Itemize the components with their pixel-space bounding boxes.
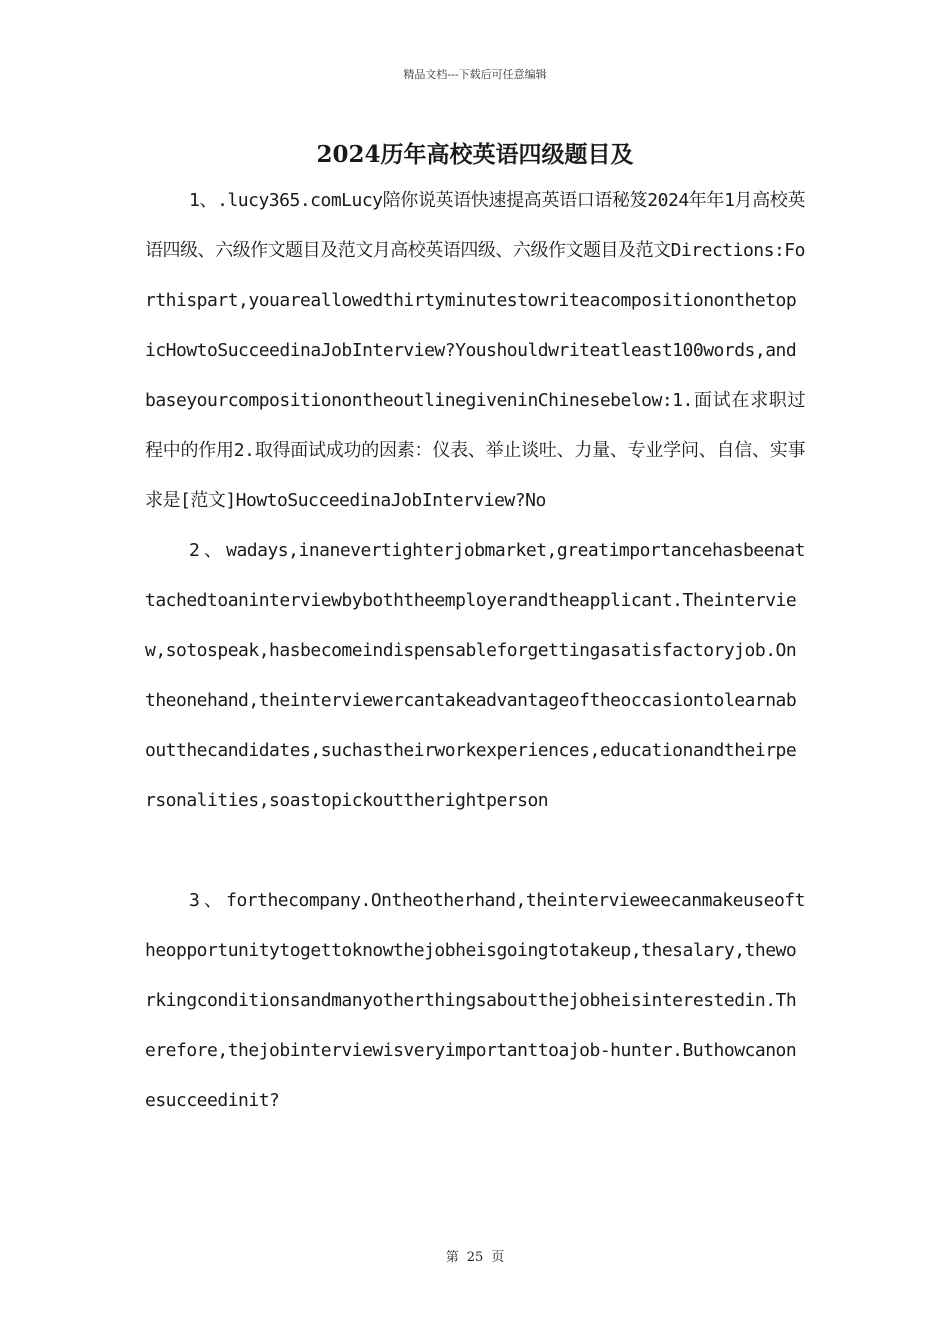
header-text: 精品文档---下载后可任意编辑 [403,68,547,81]
document-body [145,176,805,1126]
footer-suffix: 页 [491,1250,505,1265]
page-header [0,66,950,82]
footer-prefix: 第 [445,1250,459,1265]
document-title: 2024历年高校英语四级题目及 [316,141,634,168]
paragraph-1: 1、.lucy365.comLucy陪你说英语快速提高英语口语秘笈2024年年1月高校英语四级、六级作文题目及范文月高校英语四级、六级作文题目及范文Directions:Forthispart,youareallowedthirtyminutestowriteacompositiononthetopicHowtoSucceedinaJobInterview?Youshouldwriteatleast100words,andbaseyourcompositionontheoutlinegiveninChinesebelow:1.面试在求职过程中的作用2.取得面试成功的因素：仪表、举止谈吐、力量、专业学问、自信、实事求是[范文]HowtoSucceedinaJobInterview?No [145,190,805,511]
paragraph-2: 2、wadays,inanevertighterjobmarket,greatimportancehasbeenattachedtoaninterviewbyboththeemployerandtheapplicant.Theinterview,sotospeak,hasbecomeindispensableforgettingasatisfactoryjob.Ontheonehand,theinterviewercantakeadvantageoftheoccasiontolearnaboutthecandidates,suchastheirworkexperiences,educationandtheirpersonalities,soastopickouttherightperson [145,540,805,811]
page-footer [0,1246,950,1265]
page-number: 25 [466,1250,484,1265]
paragraph-3: 3、forthecompany.Ontheotherhand,theintervieweecanmakeuseoftheopportunitytogettoknowthejobheisgoingtotakeup,thesalary,theworkingconditionsandmanyotherthingsaboutthejobheisinterestedin.Therefore,thejobinterviewisveryimportanttoajob-hunter.Buthowcanonesucceedinit? [145,890,805,1111]
